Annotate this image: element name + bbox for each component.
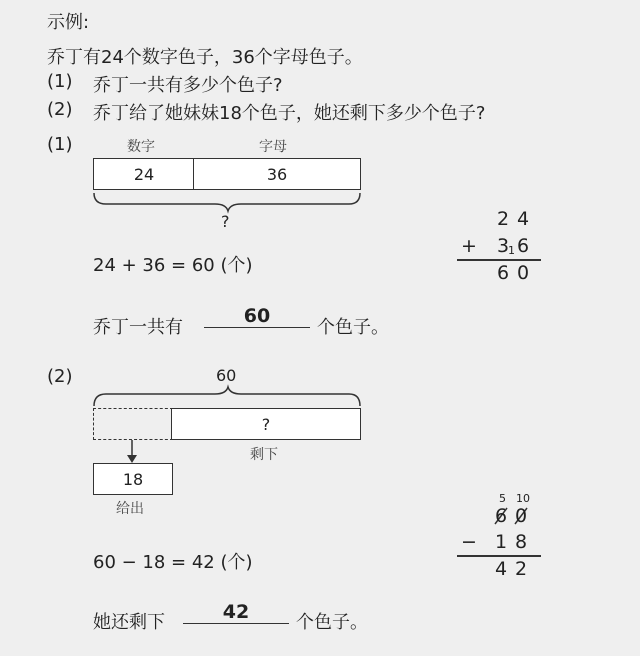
sub-result-line bbox=[457, 555, 541, 557]
add-result-line bbox=[457, 259, 541, 261]
segment-digits-title: 数字 bbox=[127, 139, 155, 155]
question-2-label: (2) bbox=[47, 99, 73, 120]
given-box: 18 bbox=[93, 463, 173, 495]
sub-result-ones: 2 bbox=[514, 558, 528, 580]
total-value: 60 bbox=[216, 366, 237, 385]
sub-bottom-ones: 8 bbox=[514, 531, 528, 553]
sub-operator: − bbox=[461, 531, 477, 553]
given-dashed-segment bbox=[93, 408, 173, 440]
question-1-label: (1) bbox=[47, 71, 73, 92]
sub-top-tens: 6 bbox=[494, 505, 508, 527]
sub-regroup-ones: 10 bbox=[516, 492, 530, 505]
answer-1-blank: 60 bbox=[204, 305, 310, 328]
equation-1: 24 + 36 = 60 (个) bbox=[93, 255, 253, 276]
add-bottom-tens: 3 bbox=[496, 235, 510, 257]
sub-top-ones: 0 bbox=[514, 505, 528, 527]
add-bottom-ones: 6 bbox=[516, 235, 530, 257]
add-carry: 1 bbox=[508, 244, 515, 257]
answer-1-prefix: 乔丁一共有 bbox=[93, 317, 183, 338]
bar-segment-letters: 36 bbox=[193, 158, 361, 190]
add-top-ones: 4 bbox=[516, 208, 530, 230]
give-arrowhead bbox=[127, 455, 137, 463]
sub-result-tens: 4 bbox=[494, 558, 508, 580]
example-title: 示例: bbox=[47, 12, 90, 33]
answer-2-prefix: 她还剩下 bbox=[93, 612, 165, 633]
total-brace bbox=[94, 193, 360, 211]
problem-statement: 乔丁有24个数字色子，36个字母色子。 bbox=[47, 47, 363, 68]
add-operator: + bbox=[461, 235, 477, 257]
part-1-label: (1) bbox=[47, 134, 73, 155]
add-result-ones: 0 bbox=[516, 262, 530, 284]
question-1-text: 乔丁一共有多少个色子? bbox=[93, 75, 283, 96]
equation-2: 60 − 18 = 42 (个) bbox=[93, 552, 253, 573]
remaining-segment: ? bbox=[171, 408, 361, 440]
part-2-label: (2) bbox=[47, 366, 73, 387]
total-unknown: ? bbox=[221, 212, 230, 231]
answer-2-blank: 42 bbox=[183, 601, 289, 624]
bar-segment-digits: 24 bbox=[93, 158, 195, 190]
segment-letters-title: 字母 bbox=[259, 139, 287, 155]
answer-2-suffix: 个色子。 bbox=[296, 612, 368, 633]
sub-regroup-tens: 5 bbox=[499, 492, 506, 505]
remaining-label: 剩下 bbox=[250, 447, 278, 463]
total-brace-top bbox=[94, 387, 360, 406]
add-result-tens: 6 bbox=[496, 262, 510, 284]
given-label: 给出 bbox=[116, 501, 144, 517]
sub-bottom-tens: 1 bbox=[494, 531, 508, 553]
add-top-tens: 2 bbox=[496, 208, 510, 230]
answer-1-suffix: 个色子。 bbox=[317, 317, 389, 338]
question-2-text: 乔丁给了她妹妹18个色子，她还剩下多少个色子? bbox=[93, 103, 486, 124]
